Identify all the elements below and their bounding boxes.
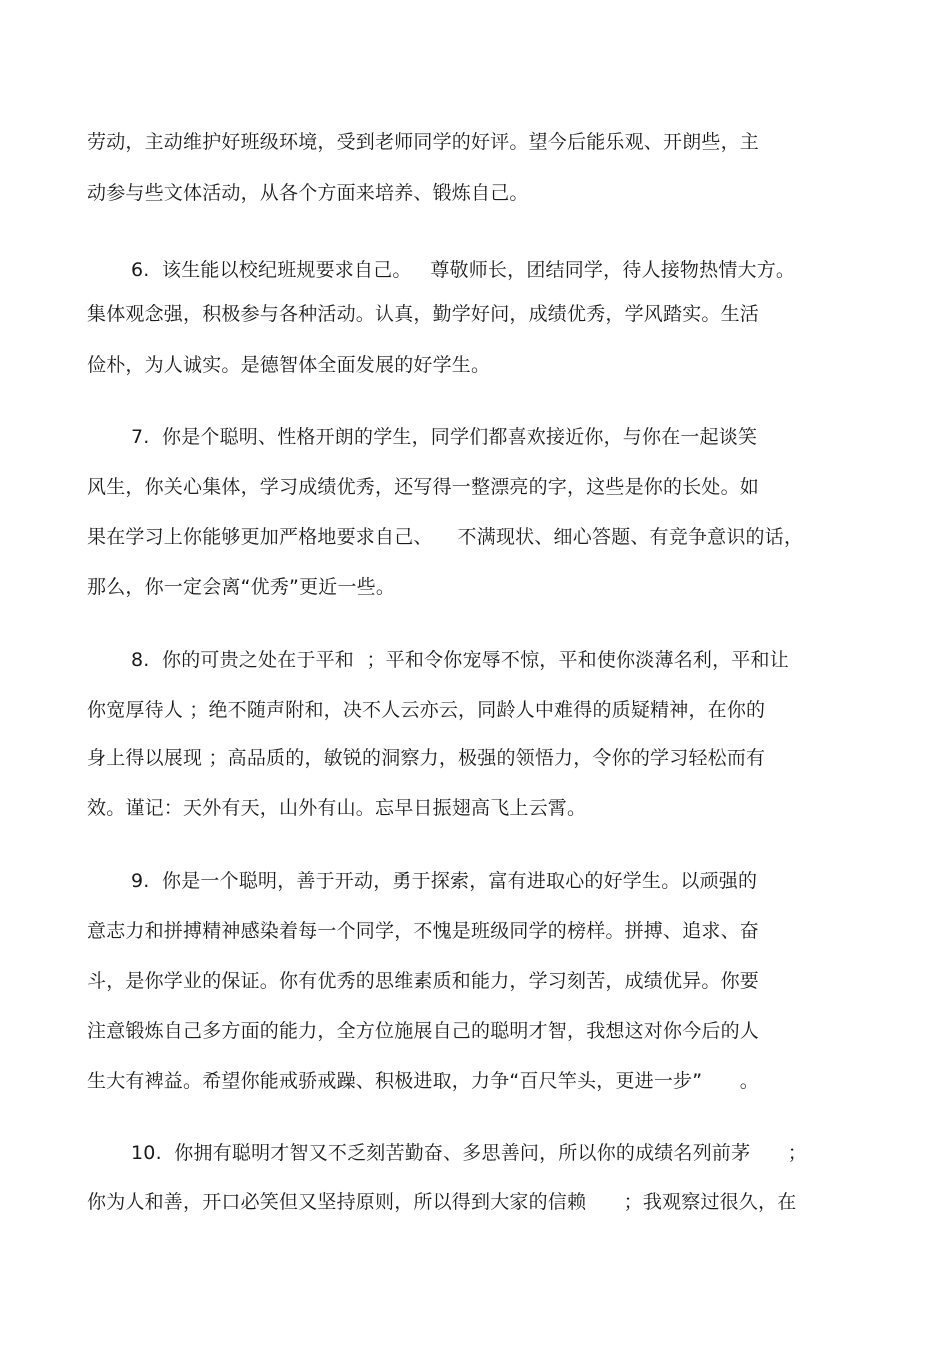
paragraph-line: 效。谨记：天外有天，山外有山。忘早日振翅高飞上云霄。 [87, 797, 587, 819]
paragraph-line: 你宽厚待人 ；绝不随声附和，决不人云亦云，同龄人中难得的质疑精神，在你的 [87, 699, 766, 721]
paragraph-line: 7. 你是个聪明、性格开朗的学生，同学们都喜欢接近你，与你在一起谈笑 [131, 426, 758, 448]
paragraph-line: 俭朴，为人诚实。是德智体全面发展的好学生。 [87, 354, 491, 376]
paragraph-line: 生大有裨益。希望你能戒骄戒躁、积极进取，力争“百尺竿头，更进一步” 。 [87, 1070, 759, 1092]
paragraph-line: 10. 你拥有聪明才智又不乏刻苦勤奋、多思善问，所以你的成绩名列前茅 ； [131, 1142, 807, 1164]
paragraph-line: 劳动，主动维护好班级环境，受到老师同学的好评。望今后能乐观、开朗些，主 [87, 131, 760, 153]
paragraph-line: 6. 该生能以校纪班规要求自己。 尊敬师长，团结同学，待人接物热情大方。 [131, 259, 796, 281]
paragraph-line: 斗，是你学业的保证。你有优秀的思维素质和能力，学习刻苦，成绩优异。你要 [87, 970, 760, 992]
paragraph-line: 那么，你一定会离“优秀”更近一些。 [87, 576, 396, 598]
paragraph-line: 风生，你关心集体，学习成绩优秀，还写得一整漂亮的字，这些是你的长处。如 [87, 476, 760, 498]
paragraph-line: 身上得以展现 ；高品质的，敏锐的洞察力，极强的领悟力，令你的学习轻松而有 [87, 747, 766, 769]
paragraph-line: 9. 你是一个聪明，善于开动，勇于探索，富有进取心的好学生。以顽强的 [131, 870, 758, 892]
paragraph-line: 注意锻炼自己多方面的能力，全方位施展自己的聪明才智，我想这对你今后的人 [87, 1020, 760, 1042]
paragraph-line: 你为人和善，开口必笑但又坚持原则，所以得到大家的信赖 ；我观察过很久，在 [87, 1191, 797, 1213]
paragraph-line: 果在学习上你能够更加严格地要求自己、 不满现状、细心答题、有竞争意识的话， [87, 526, 804, 548]
paragraph-line: 动参与些文体活动，从各个方面来培养、锻炼自己。 [87, 182, 529, 204]
paragraph-line: 8. 你的可贵之处在于平和 ；平和令你宠辱不惊，平和使你淡薄名利，平和让 [131, 649, 789, 671]
paragraph-line: 意志力和拼搏精神感染着每一个同学，不愧是班级同学的榜样。拼搏、追求、奋 [87, 920, 760, 942]
paragraph-line: 集体观念强，积极参与各种活动。认真，勤学好问，成绩优秀，学风踏实。生活 [87, 303, 760, 325]
